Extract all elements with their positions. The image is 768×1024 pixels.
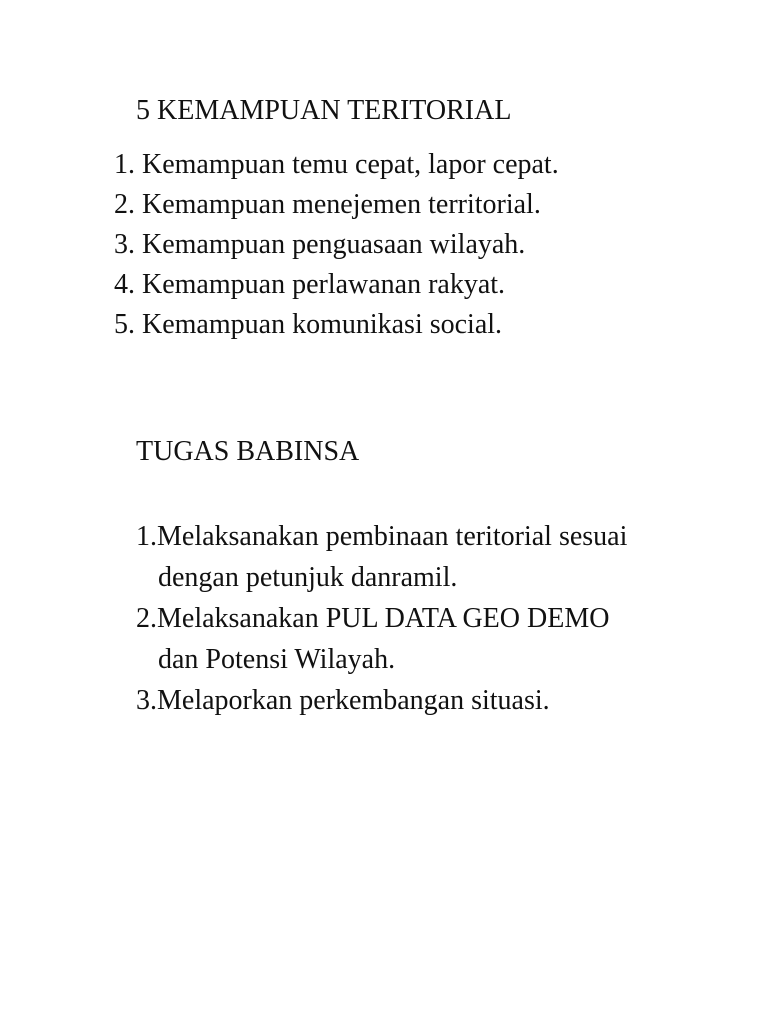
section-2-title: TUGAS BABINSA (136, 436, 360, 467)
list-item-continuation: dan Potensi Wilayah. (158, 644, 396, 675)
section-1-title: 5 KEMAMPUAN TERITORIAL (136, 95, 512, 126)
list-item-continuation: dengan petunjuk danramil. (158, 562, 458, 593)
list-item (136, 516, 627, 598)
list-item-text: 3.Melaporkan perkembangan situasi. (136, 685, 550, 716)
duties-list (136, 516, 627, 721)
list-item (136, 598, 627, 680)
list-item: 4. Kemampuan perlawanan rakyat. (114, 269, 506, 300)
list-item: 1. Kemampuan temu cepat, lapor cepat. (114, 149, 559, 180)
capabilities-list (114, 145, 559, 345)
list-item: 3. Kemampuan penguasaan wilayah. (114, 229, 526, 260)
list-item (136, 680, 627, 721)
list-item-text: 2.Melaksanakan PUL DATA GEO DEMO (136, 603, 610, 634)
list-item: 2. Kemampuan menejemen territorial. (114, 189, 541, 220)
list-item: 5. Kemampuan komunikasi social. (114, 309, 503, 340)
list-item-text: 1.Melaksanakan pembinaan teritorial sesuai (136, 521, 628, 552)
